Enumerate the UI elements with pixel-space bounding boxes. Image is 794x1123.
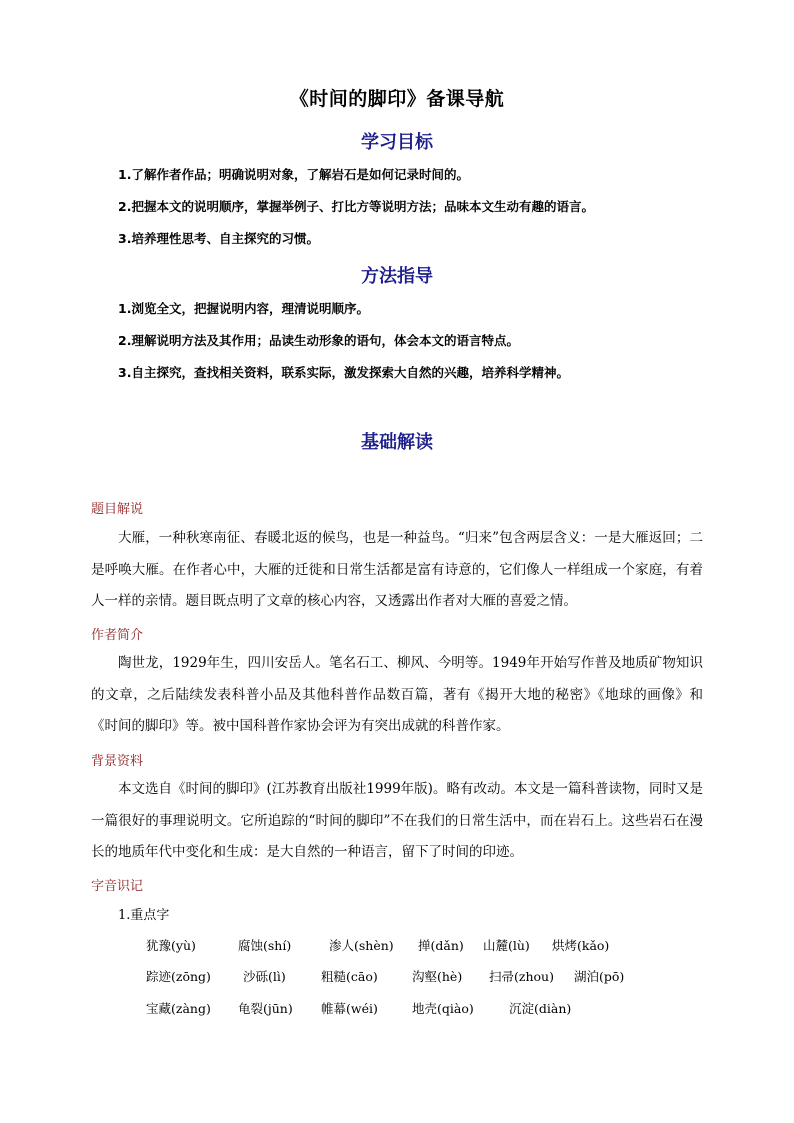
pronunciation-label: 字音识记	[91, 879, 144, 894]
document-title: 《时间的脚印》备课导航	[289, 88, 505, 110]
method-guide-item: 1.浏览全文，把握说明内容，理清说明顺序。	[118, 301, 369, 316]
char-item: 烘烤(kǎo)	[552, 938, 610, 953]
char-item: 犹豫(yù)	[146, 938, 196, 953]
char-item: 地壳(qiào)	[412, 1001, 474, 1016]
key-chars-label: 1.重点字	[118, 908, 170, 923]
char-item: 掸(dǎn)	[418, 938, 464, 953]
char-item: 腐蚀(shí)	[238, 938, 292, 953]
learning-goal-item: 3.培养理性思考、自主探究的习惯。	[118, 231, 319, 246]
author-intro-label: 作者简介	[91, 628, 144, 643]
char-item: 湖泊(pō)	[574, 969, 625, 984]
basics-heading: 基础解读	[361, 432, 433, 453]
method-guide-heading: 方法指导	[361, 266, 433, 287]
char-item: 帷幕(wéi)	[321, 1001, 378, 1016]
learning-goal-item: 2.把握本文的说明顺序，掌握举例子、打比方等说明方法；品味本文生动有趣的语言。	[118, 199, 594, 214]
char-item: 沉淀(diàn)	[509, 1001, 572, 1016]
char-item: 沙砾(lì)	[243, 969, 286, 984]
title-explain-label: 题目解说	[91, 502, 144, 517]
learning-goal-item: 1.了解作者作品；明确说明对象，了解岩石是如何记录时间的。	[118, 167, 469, 182]
background-label: 背景资料	[91, 754, 144, 769]
char-item: 渗人(shèn)	[329, 938, 394, 953]
author-intro-text: 陶世龙，1929年生，四川安岳人。笔名石工、柳风、今明等。1949年开始写作普及地质矿物知识的文章，之后陆续发表科普小品及其他科普作品数百篇，著有《揭开大地的秘密》《地球的画像》和《时间的脚印》等。被中国科普作家协会评为有突出成就的科普作家。	[91, 655, 703, 734]
learning-goals-heading: 学习目标	[361, 132, 433, 153]
char-item: 龟裂(jūn)	[238, 1001, 293, 1016]
background-text: 本文选自《时间的脚印》(江苏教育出版社1999年版)。略有改动。本文是一篇科普读物，同时又是一篇很好的事理说明文。它所追踪的“时间的脚印”不在我们的日常生活中，而在岩石上。这些岩石在漫长的地质年代中变化和生成：是大自然的一种语言，留下了时间的印迹。	[91, 781, 703, 860]
learning-goals-list	[118, 165, 594, 261]
char-item: 沟壑(hè)	[412, 969, 463, 984]
char-item: 粗糙(cāo)	[321, 969, 378, 984]
title-explain-text: 大雁，一种秋寒南征、春暖北返的候鸟，也是一种益鸟。“归来”包含两层含义：一是大雁返回；二是呼唤大雁。在作者心中，大雁的迁徙和日常生活都是富有诗意的，它们像人一样组成一个家庭，有着人一样的亲情。题目既点明了文章的核心内容，又透露出作者对大雁的喜爱之情。	[91, 530, 703, 609]
char-item: 宝藏(zàng)	[146, 1001, 211, 1016]
method-guide-list	[118, 299, 569, 395]
char-item: 山麓(lù)	[483, 938, 530, 953]
char-item: 踪迹(zōng)	[146, 969, 211, 984]
char-item: 扫帚(zhou)	[489, 969, 554, 984]
method-guide-item: 3.自主探究，查找相关资料，联系实际，激发探索大自然的兴趣，培养科学精神。	[118, 365, 569, 380]
method-guide-item: 2.理解说明方法及其作用；品读生动形象的语句，体会本文的语言特点。	[118, 333, 519, 348]
